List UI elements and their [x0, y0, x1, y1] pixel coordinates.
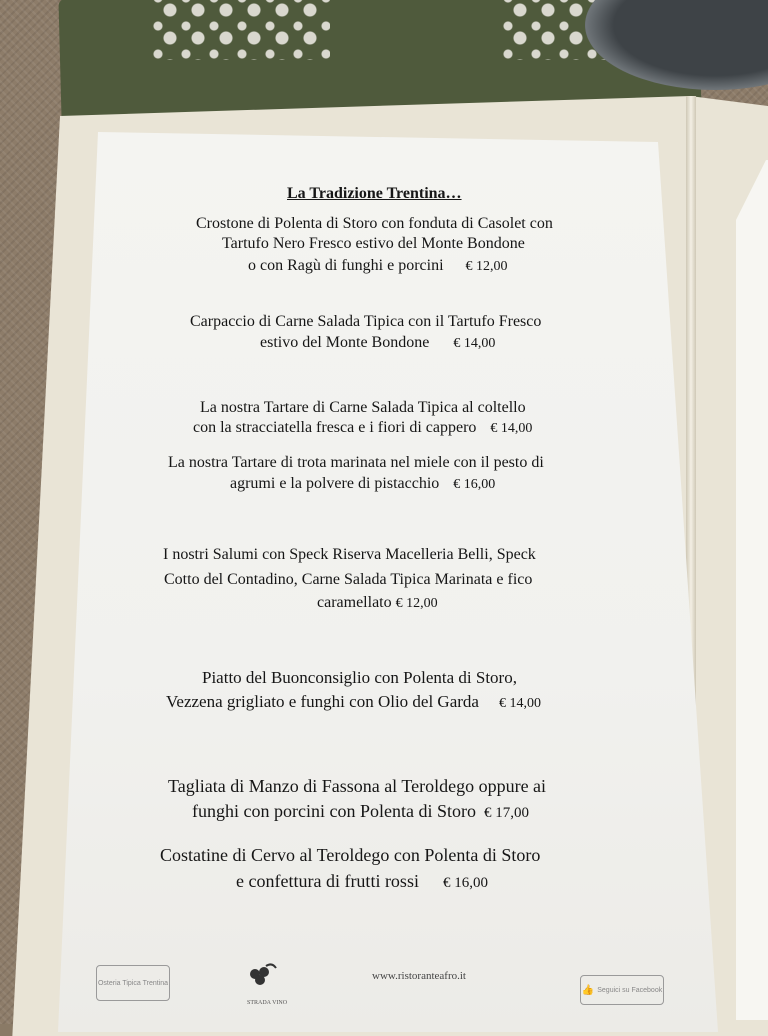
facebook-badge[interactable]: [580, 975, 664, 1005]
thumbs-up-icon: 👍: [581, 984, 595, 996]
dish-line-text: Vezzena grigliato e funghi con Olio del Garda: [166, 692, 479, 711]
dish-line-text: con la stracciatella fresca e i fiori di cappero: [193, 419, 477, 436]
dish-price: € 16,00: [442, 875, 488, 891]
dish-line: [248, 256, 508, 277]
dish-line: [166, 692, 541, 714]
website-link[interactable]: www.ristoranteafro.it: [372, 970, 466, 982]
dish-line: I nostri Salumi con Speck Riserva Macelleria Belli, Speck: [163, 546, 536, 563]
dish-line: Piatto del Buonconsiglio con Polenta di Storo,: [202, 668, 517, 687]
dish-line-text: funghi con porcini con Polenta di Storo: [192, 801, 476, 821]
dish-price: € 16,00: [453, 477, 496, 492]
dish-line: Tagliata di Manzo di Fassona al Teroldego oppure ai: [168, 776, 547, 796]
dish-line: Carpaccio di Carne Salada Tipica con il Tartufo Fresco: [190, 313, 542, 330]
dish-price: € 12,00: [395, 596, 438, 611]
dish-line: [192, 801, 529, 823]
dish-line-text: estivo del Monte Bondone: [260, 334, 430, 351]
dish-line-text: e confettura di frutti rossi: [236, 871, 419, 891]
osteria-logo: [96, 965, 170, 1001]
menu-title: La Tradizione Trentina…: [287, 185, 462, 202]
facebook-badge-text: Seguici su Facebook: [597, 986, 663, 994]
dish-line: [260, 333, 495, 354]
dish-line: Crostone di Polenta di Storo con fonduta di Casolet con: [196, 215, 553, 232]
dish-line: [236, 871, 488, 893]
dish-price: € 14,00: [453, 336, 496, 351]
dish-price: € 14,00: [490, 421, 533, 436]
dish-line-text: caramellato: [317, 594, 392, 611]
dish-line: [193, 418, 532, 439]
dish-price: € 12,00: [465, 259, 508, 274]
dish-price: € 14,00: [498, 696, 541, 711]
dish-line: Cotto del Contadino, Carne Salada Tipica Marinata e fico: [164, 571, 533, 588]
dish-line: La nostra Tartare di trota marinata nel miele con il pesto di: [168, 454, 544, 471]
dish-line: La nostra Tartare di Carne Salada Tipica al coltello: [200, 399, 526, 416]
dish-line: Costatine di Cervo al Teroldego con Polenta di Storo: [160, 845, 541, 865]
osteria-logo-text: Osteria Tipica Trentina: [97, 979, 169, 987]
dish-line: [230, 474, 495, 495]
dish-line-text: o con Ragù di funghi e porcini: [248, 257, 444, 274]
dish-line: [317, 593, 438, 614]
dish-line-text: agrumi e la polvere di pistacchio: [230, 475, 440, 492]
dish-line: Tartufo Nero Fresco estivo del Monte Bondone: [222, 235, 525, 252]
dish-price: € 17,00: [483, 805, 529, 821]
strada-vino-text: STRADA VINO: [247, 1000, 288, 1006]
